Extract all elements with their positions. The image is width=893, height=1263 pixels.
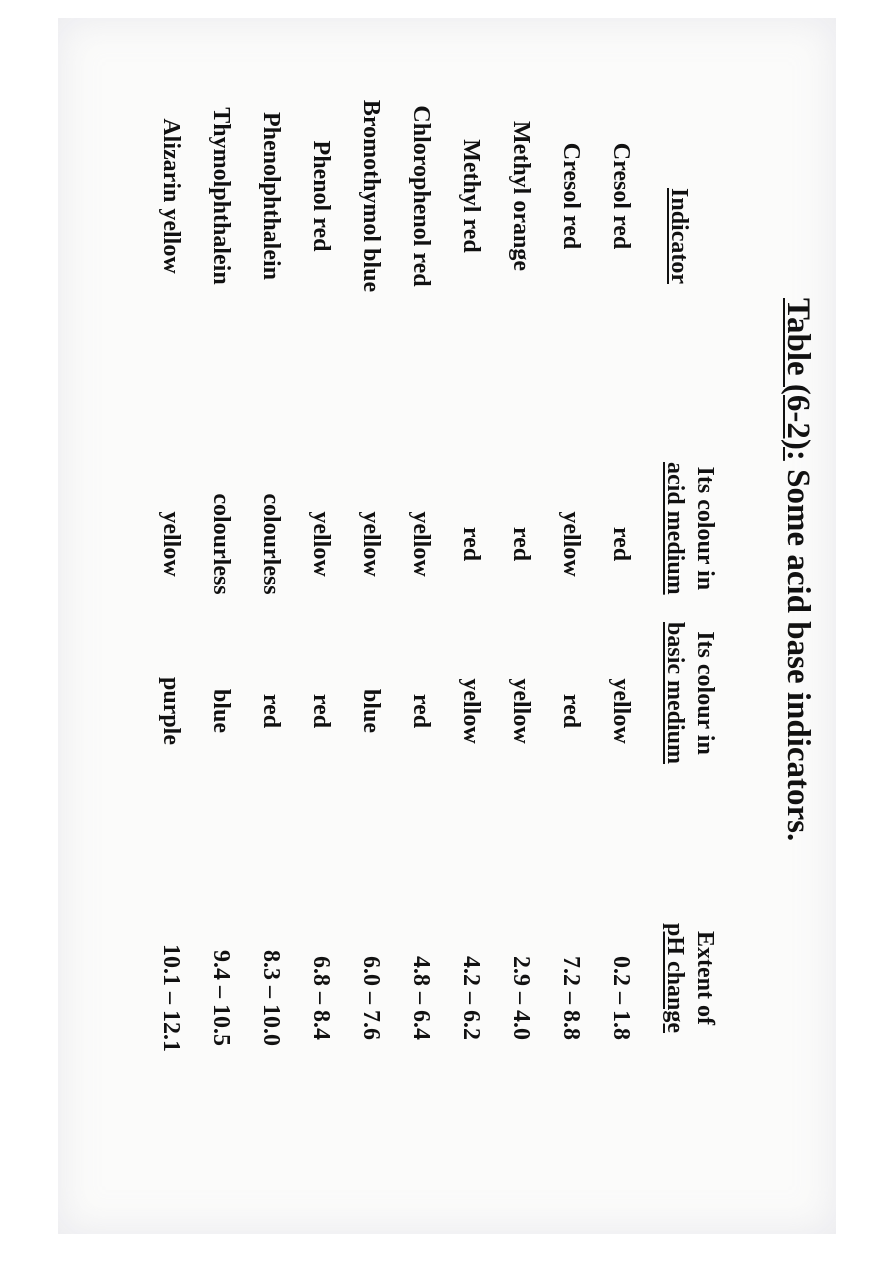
cell-indicator: Methyl orange [508, 121, 534, 271]
cell-indicator: Alizarin yellow [158, 118, 184, 274]
cell-ph-range: 6.0 – 7.6 [358, 956, 384, 1040]
cell-acid-colour: yellow [408, 511, 434, 577]
table-row [196, 18, 246, 1234]
header-acid-colour [660, 462, 720, 595]
cell-basic-colour: red [258, 693, 284, 729]
cell-ph-range: 8.3 – 10.0 [258, 950, 284, 1046]
table-title: Some acid base indicators. [780, 469, 816, 842]
cell-indicator: Cresol red [608, 142, 634, 250]
table-row [146, 18, 196, 1234]
table-row [446, 18, 496, 1234]
cell-ph-range: 0.2 – 1.8 [608, 956, 634, 1040]
cell-basic-colour: blue [208, 688, 234, 733]
cell-ph-range: 6.8 – 8.4 [308, 956, 334, 1040]
cell-basic-colour: red [558, 693, 584, 729]
table-row [496, 18, 546, 1234]
table-row [396, 18, 446, 1234]
cell-basic-colour: purple [158, 676, 184, 745]
cell-ph-range: 4.8 – 6.4 [408, 956, 434, 1040]
header-ph-range [660, 923, 720, 1033]
cell-acid-colour: yellow [158, 511, 184, 577]
cell-acid-colour: colourless [208, 493, 234, 595]
cell-indicator: Phenolphthalein [258, 111, 284, 281]
cell-ph-range: 7.2 – 8.8 [558, 956, 584, 1040]
cell-indicator: Thymolphthalein [208, 107, 234, 285]
rotated-table-content [58, 18, 836, 1234]
cell-basic-colour: blue [358, 688, 384, 733]
cell-basic-colour: yellow [458, 678, 484, 744]
cell-indicator: Phenol red [308, 140, 334, 252]
header-indicator-text: Indicator [666, 188, 692, 284]
cell-indicator: Methyl red [458, 139, 484, 253]
cell-basic-colour: yellow [608, 678, 634, 744]
cell-acid-colour: yellow [308, 511, 334, 577]
cell-ph-range: 9.4 – 10.5 [208, 950, 234, 1046]
table-row [346, 18, 396, 1234]
header-basic-line1: Its colour in [692, 631, 718, 755]
cell-ph-range: 10.1 – 12.1 [158, 944, 184, 1052]
cell-acid-colour: red [458, 526, 484, 562]
cell-indicator: Cresol red [558, 142, 584, 250]
header-basic-colour [660, 622, 720, 764]
header-acid-line1: Its colour in [692, 466, 718, 591]
table-number: Table (6-2): [780, 298, 816, 461]
header-basic-line2: basic medium [662, 622, 688, 765]
header-ph-line1: Extent of [692, 931, 718, 1025]
table-row [296, 18, 346, 1234]
table-row [246, 18, 296, 1234]
cell-acid-colour: red [608, 526, 634, 562]
table-row [546, 18, 596, 1234]
header-acid-line2: acid medium [662, 462, 688, 595]
cell-ph-range: 4.2 – 6.2 [458, 956, 484, 1040]
cell-acid-colour: yellow [358, 511, 384, 577]
cell-basic-colour: red [308, 693, 334, 729]
cell-acid-colour: colourless [258, 493, 284, 595]
cell-ph-range: 2.9 – 4.0 [508, 956, 534, 1040]
header-ph-line2: pH change [662, 923, 688, 1034]
table-caption [779, 298, 816, 841]
cell-basic-colour: yellow [508, 678, 534, 744]
cell-indicator: Bromothymol blue [358, 99, 384, 293]
header-indicator [664, 188, 694, 284]
scanned-page [58, 18, 836, 1234]
cell-acid-colour: yellow [558, 511, 584, 577]
table-row [596, 18, 646, 1234]
cell-indicator: Chlorophenol red [408, 105, 434, 287]
cell-basic-colour: red [408, 693, 434, 729]
cell-acid-colour: red [508, 526, 534, 562]
